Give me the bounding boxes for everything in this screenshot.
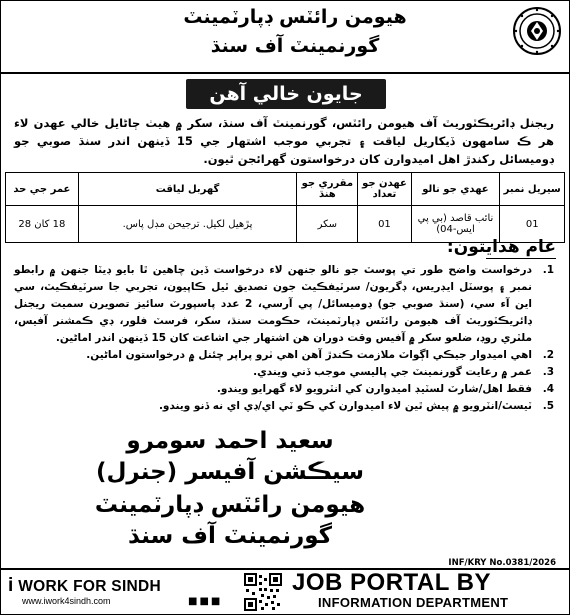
table-header-row <box>6 173 565 206</box>
information-department-label: INFORMATION DEPARTMENT <box>318 595 509 610</box>
title-underline <box>486 258 556 259</box>
general-instructions-title: عام هدايتون: <box>446 237 556 257</box>
item-number: 4. <box>542 383 554 395</box>
header-age-limit: عمر جي حد <box>6 173 79 206</box>
header-post-count: عهدن جو تعداد <box>358 173 411 206</box>
qr-code-icon <box>244 573 282 611</box>
item-number: 5. <box>542 400 554 412</box>
work-for-sindh-logo <box>8 575 161 597</box>
website-url: www.iwork4sindh.com <box>22 596 111 606</box>
item-text: اهي اميدوار جيڪي اڳواٽ ملازمت ڪندڙ آهن اهي ٺرو پراپر چئنل ۾ درخواستون اماڻين. <box>86 349 532 361</box>
signatory-designation: سيڪشن آفيسر (جنرل) <box>95 459 365 485</box>
vacancies-banner: جايون خالي آهن <box>186 79 386 109</box>
instagram-icon: ■ <box>210 596 223 607</box>
list-item <box>14 364 554 381</box>
signatory-department: هيومن رائٽس ڊپارٽمينٽ <box>94 492 366 518</box>
cell-age-limit: 18 کان 28 <box>6 206 79 243</box>
logo-i-mark: i <box>8 575 14 596</box>
header-qualification: گهربل لياقت <box>78 173 297 206</box>
department-title: هيومن رائٽس ڊپارٽمينٽ <box>183 6 407 28</box>
cell-posting-place: سکر <box>297 206 358 243</box>
list-item <box>14 347 554 364</box>
header-divider <box>0 72 570 74</box>
item-number: 2. <box>542 349 554 361</box>
signatory-name: سعيد احمد سومرو <box>126 428 334 454</box>
intro-paragraph: ريجنل ڊائريڪٽوريٽ آف هيومن رائٽس، گورنمينٽ آف سنڌ، سکر ۾ هيٺ ڄاڻايل خالي عهدن لاء هر ڪ سامهون ڏيکاريل لياقت ۽ تجربي موجب اشتهار جي 15 ڏينهن اندر سنڌ صوبي جو ڊوميسائل رکندڙ اهل اميدوارن کان درخواستون گهرائجن ٿيون. <box>14 116 554 166</box>
item-text: درخواست واضح طور تي پوسٽ جو نالو جنهن لاء درخواست ڏين چاهين ٿا بايو ڊيٽا جنهن ۾ رابطو نمبر ۽ پوسٽل ايڊريس، ڊگريون/ سرٽيفڪيٽ جون تصديق ٿيل ڪاپيون، تجربي جا سرٽيفڪيٽ، سي اين آء سي، (سنڌ صوبي جو) ڊوميسائل/ پي آرسي، 2 عدد پاسپورٽ سائيز تصويرن سميت ريجنل ڊائريڪٽوريٽ آف هيومن رائٽس ڊپارٽمينٽ، حڪومت سنڌ، سکر، فرسٽ فلور، ڊي ڪمشنر آفيس، ملٽري روڊ، ضلعو سکر ۾ آفيس وقت دوران هن اشتهار جي اشاعت کان 15 ڏينهن اندر اماڻين. <box>14 264 532 344</box>
cell-qualification: پڙهيل لکيل. ترجيحن مڊل پاس. <box>78 206 297 243</box>
header-serial: سيريل نمبر <box>500 173 565 206</box>
header-posting-place: مقرري جو هنڌ <box>297 173 358 206</box>
cell-post-name: نائب قاصد (بي پي ايس-04) <box>411 206 500 243</box>
job-portal-heading: JOB PORTAL BY <box>292 569 491 596</box>
brand-text: WORK FOR SINDH <box>18 578 162 595</box>
social-icons <box>188 596 222 607</box>
signatory-government: گورنمينٽ آف سنڌ <box>127 523 333 549</box>
cell-post-count: 01 <box>358 206 411 243</box>
list-item <box>14 381 554 398</box>
item-text: ٽيسٽ/انٽرويو ۾ پيش ٿين لاء اميدوارن کي ڪو ٽي اي/ڊي اي نه ڏنو ويندو. <box>158 400 532 412</box>
cell-serial: 01 <box>500 206 565 243</box>
government-title: گورنمينٽ آف سنڌ <box>210 35 380 57</box>
item-number: 1. <box>542 264 554 276</box>
item-text: فقط اهل/شارٽ لسٽيڊ اميدوارن کي انٽرويو لاء گهرايو ويندو. <box>216 383 532 395</box>
list-item <box>14 398 554 415</box>
item-text: عمر ۾ رعايت گورنمينٽ جي پاليسي موجب ڏني ويندي. <box>253 366 532 378</box>
twitter-icon: ■ <box>199 596 211 607</box>
reference-number: INF/KRY No.0381/2026 <box>448 558 556 568</box>
facebook-icon: ■ <box>188 596 200 607</box>
header-post-name: عهدي جو نالو <box>411 173 500 206</box>
instructions-list <box>14 262 554 415</box>
item-number: 3. <box>542 366 554 378</box>
sindh-government-seal-icon <box>512 6 562 56</box>
vacancy-table <box>5 172 565 243</box>
list-item <box>14 262 554 347</box>
